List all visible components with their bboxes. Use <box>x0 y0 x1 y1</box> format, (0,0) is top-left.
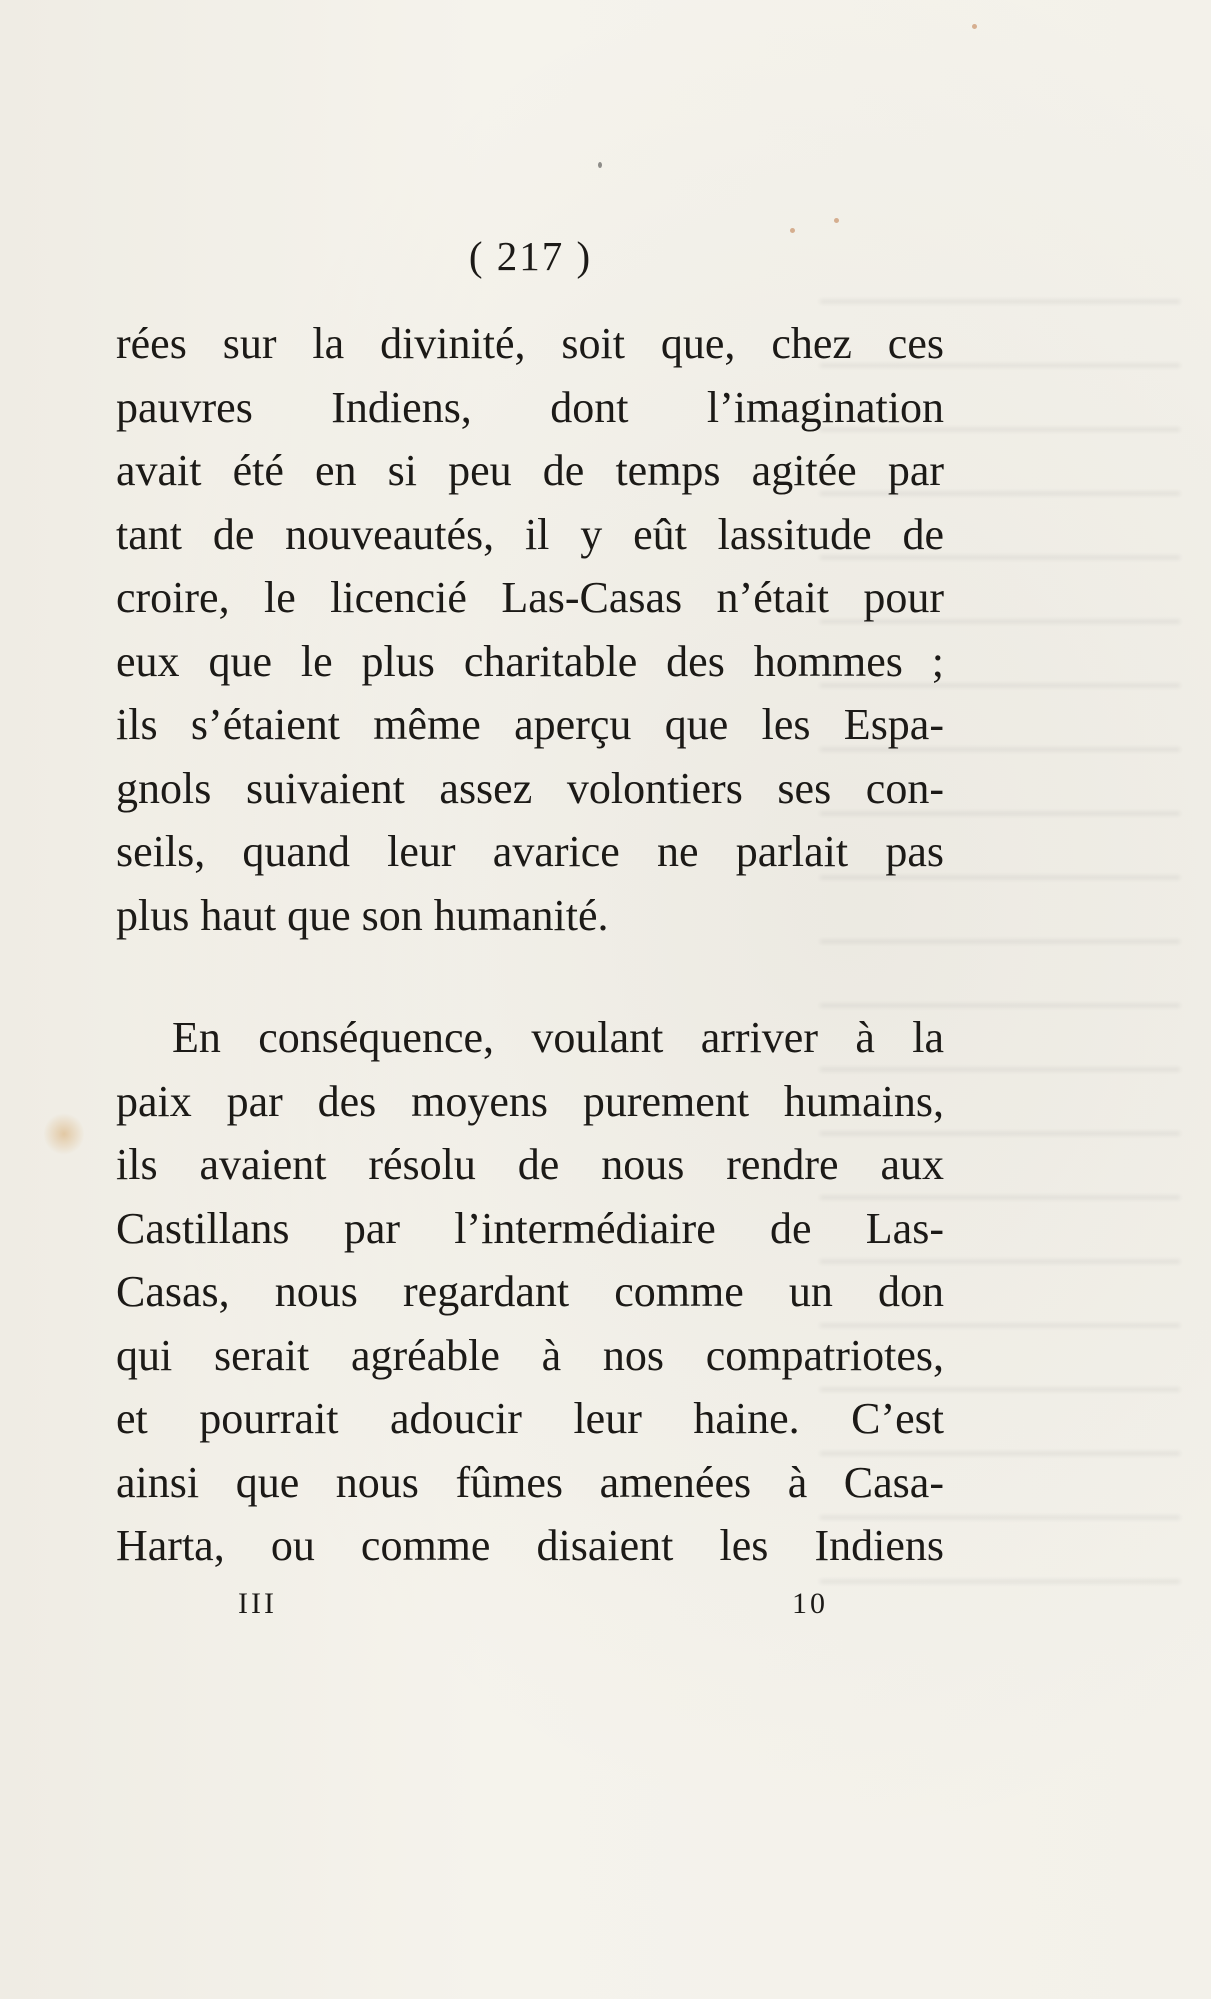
text-line: Castillans par l’intermédiaire de Las- <box>116 1203 944 1253</box>
page-number: ( 217 ) <box>468 233 593 279</box>
text-line: tant de nouveautés, il y eût lassitude de <box>116 509 944 559</box>
speck <box>598 162 602 168</box>
text-line: qui serait agréable à nos compatriotes, <box>116 1330 944 1380</box>
speck <box>834 218 839 223</box>
text-line: rées sur la divinité, soit que, chez ces <box>116 319 944 368</box>
text-line: eux que le plus charitable des hommes ; <box>116 636 944 686</box>
text-line: ainsi que nous fûmes amenées à Casa- <box>116 1457 944 1507</box>
text-line: gnols suivaient assez volontiers ses con- <box>116 763 944 813</box>
text-line: plus haut que son humanité. <box>116 890 609 940</box>
text-line: Harta, ou comme disaient les Indiens <box>116 1521 944 1570</box>
text-line: seils, quand leur avarice ne parlait pas <box>116 827 944 876</box>
text-line: ils s’étaient même aperçu que les Espa- <box>116 700 944 749</box>
text-line: ils avaient résolu de nous rendre aux <box>116 1140 944 1189</box>
text-line: et pourrait adoucir leur haine. C’est <box>116 1394 944 1443</box>
text-line: croire, le licencié Las-Casas n’était pour <box>116 573 944 622</box>
sheet-signature: 10 <box>792 1587 828 1620</box>
text-line: avait été en si peu de temps agitée par <box>116 446 944 495</box>
paragraph-1 <box>116 312 944 947</box>
text-line: En conséquence, voulant arriver à la <box>172 1013 944 1062</box>
speck <box>972 24 977 29</box>
text-line: paix par des moyens purement humains, <box>116 1076 944 1126</box>
text-line: pauvres Indiens, dont l’imagination <box>116 382 944 432</box>
paragraph-2 <box>116 1006 944 1578</box>
text-line: Casas, nous regardant comme un don <box>116 1267 944 1316</box>
foxing-stain <box>44 1112 84 1156</box>
volume-signature: III <box>238 1587 277 1620</box>
